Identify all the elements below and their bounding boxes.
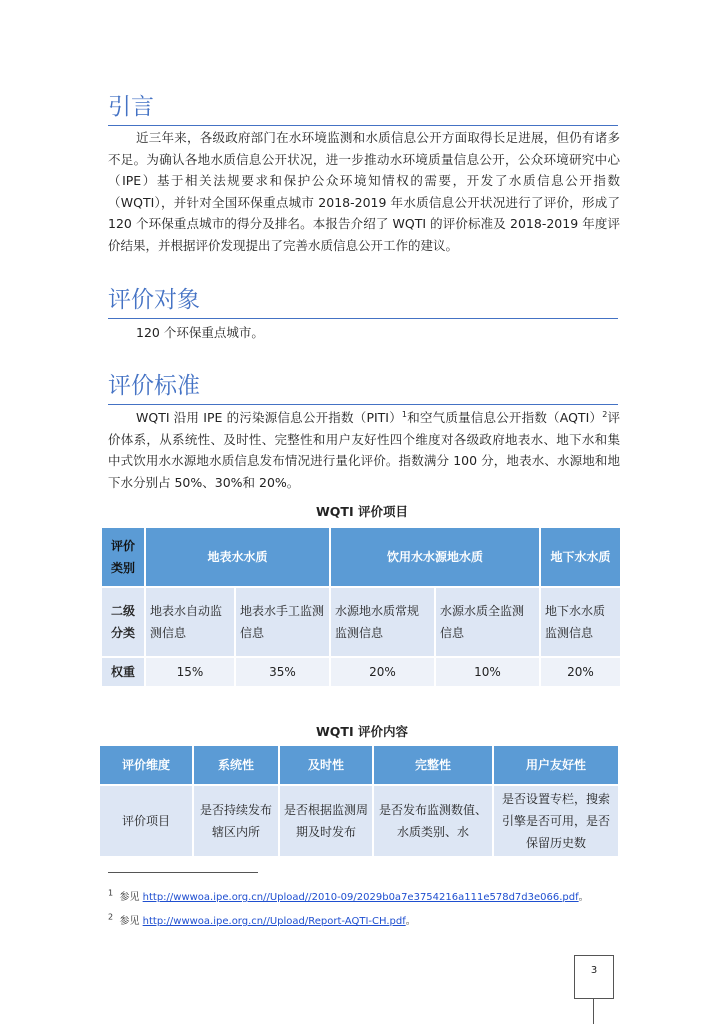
weight-cell: 20% xyxy=(331,658,434,686)
table-wqti-content xyxy=(98,744,620,858)
table2-title: WQTI 评价内容 xyxy=(316,724,408,739)
footnote-number: 2 xyxy=(108,912,114,922)
weight-cell: 15% xyxy=(146,658,234,686)
page-number-line xyxy=(593,998,594,1024)
standard-text-1: WQTI 沿用 IPE 的污染源信息公开指数（PITI） xyxy=(136,410,402,425)
footnote-2 xyxy=(108,912,416,927)
footnote-prefix: 参见 xyxy=(119,892,140,903)
footnote-number: 1 xyxy=(108,888,114,898)
header-cell: 及时性 xyxy=(280,746,372,784)
subcategory-cell: 地下水水质监测信息 xyxy=(541,588,620,656)
weight-cell: 10% xyxy=(436,658,539,686)
subcategory-cell: 地表水自动监测信息 xyxy=(146,588,234,656)
content-cell: 是否发布监测数值、水质类别、水 xyxy=(374,786,492,856)
subcategory-cell: 水源水质全监测信息 xyxy=(436,588,539,656)
footnote-link[interactable]: http://wwwoa.ipe.org.cn//Upload/Report-AQTI-CH.pdf xyxy=(142,916,406,927)
table-wqti-items xyxy=(100,526,622,688)
row-label-category: 评价类别 xyxy=(102,528,144,586)
header-cell: 完整性 xyxy=(374,746,492,784)
footnote-suffix: 。 xyxy=(578,892,589,903)
content-cell: 是否根据监测周期及时发布 xyxy=(280,786,372,856)
row-label-items: 评价项目 xyxy=(100,786,192,856)
row-label-subcategory: 二级分类 xyxy=(102,588,144,656)
footnote-suffix: 。 xyxy=(405,916,416,927)
table1-title: WQTI 评价项目 xyxy=(316,504,408,519)
object-heading: 评价对象 xyxy=(108,285,618,319)
object-paragraph: 120 个环保重点城市。 xyxy=(136,325,264,340)
header-cell: 用户友好性 xyxy=(494,746,618,784)
weight-cell: 20% xyxy=(541,658,620,686)
footnote-prefix: 参见 xyxy=(119,916,140,927)
header-cell: 系统性 xyxy=(194,746,278,784)
standard-text-2: 和空气质量信息公开指数（AQTI） xyxy=(407,410,603,425)
intro-paragraph: 近三年来，各级政府部门在水环境监测和水质信息公开方面取得长足进展，但仍有诸多不足。为确认各地水质信息公开状况，进一步推动水环境质量信息公开，公众环境研究中心（IPE）基于相关法规要求和保护公众环境知情权的需要，开发了水质信息公开指数（WQTI），并针对全国环保重点城市 2018-2019 年水质信息公开状况进行了评价，形成了 120 个环保重点城市的得分及排名。本报告介绍了 WQTI 的评价标准及 2018-2019 年度评价结果，并根据评价发现提出了完善水质信息公开工作的建议。 xyxy=(108,130,620,253)
category-drinking-water-source: 饮用水水源地水质 xyxy=(331,528,539,586)
row-label-weight: 权重 xyxy=(102,658,144,686)
footnote-link[interactable]: http://wwwoa.ipe.org.cn//Upload//2010-09/2029b0a7e3754216a111e578d7d3e066.pdf xyxy=(142,892,579,903)
header-cell: 评价维度 xyxy=(100,746,192,784)
page-number: 3 xyxy=(574,955,614,999)
footnote-1 xyxy=(108,888,589,903)
subcategory-cell: 地表水手工监测信息 xyxy=(236,588,329,656)
weight-cell: 35% xyxy=(236,658,329,686)
standard-paragraph xyxy=(108,407,620,493)
footnote-ref-1[interactable]: 1 xyxy=(401,409,408,419)
footnote-divider xyxy=(108,872,258,873)
content-cell: 是否持续发布辖区内所 xyxy=(194,786,278,856)
category-surface-water: 地表水水质 xyxy=(146,528,329,586)
category-groundwater: 地下水水质 xyxy=(541,528,620,586)
standard-text-3: 评价体系，从系统性、及时性、完整性和用户友好性四个维度对各级政府地表水、地下水和集中式饮用水水源地水质信息发布情况进行量化评价。指数满分 100 分，地表水、水源地和地下水分别占 50%、30%和 20%。 xyxy=(108,410,620,490)
intro-heading: 引言 xyxy=(108,92,618,126)
subcategory-cell: 水源地水质常规监测信息 xyxy=(331,588,434,656)
standard-heading: 评价标准 xyxy=(108,371,618,405)
content-cell: 是否设置专栏，搜索引擎是否可用，是否保留历史数 xyxy=(494,786,618,856)
footnote-ref-2[interactable]: 2 xyxy=(602,409,608,419)
